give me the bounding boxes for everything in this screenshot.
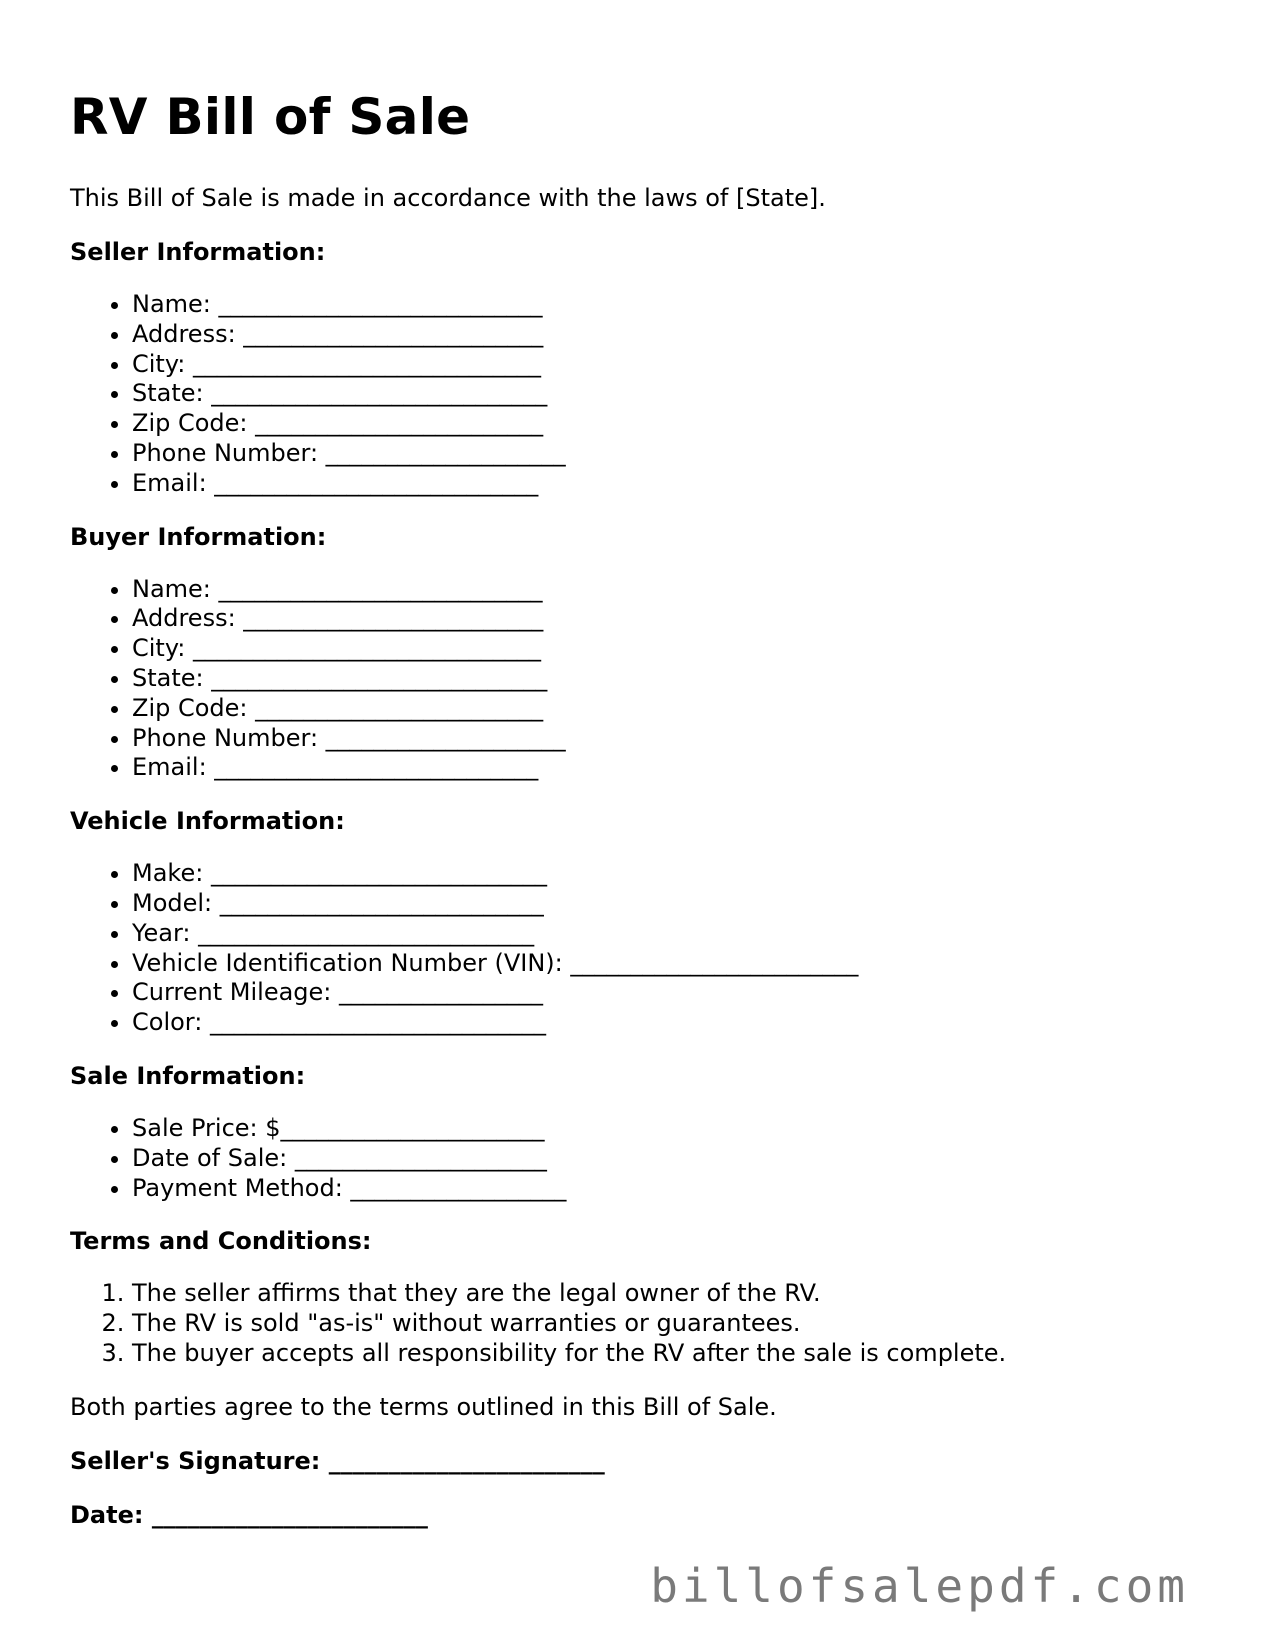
sale-field-list: [70, 1114, 1210, 1203]
agreement-text: Both parties agree to the terms outlined in this Bill of Sale.: [70, 1392, 777, 1421]
seller-address-field: • Address: _________________________: [132, 320, 1210, 350]
terms-section-heading: Terms and Conditions:: [70, 1227, 372, 1256]
term-item: 3. The buyer accepts all responsibility for the RV after the sale is complete.: [132, 1339, 1210, 1369]
buyer-name-field: • Name: ___________________________: [132, 575, 1210, 605]
buyer-city-field: • City: _____________________________: [132, 634, 1210, 664]
terms-list: [70, 1279, 1210, 1368]
vehicle-field-list: [70, 859, 1210, 1038]
buyer-email-field: • Email: ___________________________: [132, 753, 1210, 783]
term-item: 1. The seller affirms that they are the legal owner of the RV.: [132, 1279, 1210, 1309]
seller-section-heading: Seller Information:: [70, 238, 326, 266]
buyer-state-field: • State: ____________________________: [132, 664, 1210, 694]
seller-email-field: • Email: ___________________________: [132, 469, 1210, 499]
buyer-field-list: [70, 575, 1210, 784]
vehicle-year-field: • Year: ____________________________: [132, 919, 1210, 949]
vehicle-make-field: • Make: ____________________________: [132, 859, 1210, 889]
sale-section-heading: Sale Information:: [70, 1061, 306, 1090]
seller-zip-field: • Zip Code: ________________________: [132, 409, 1210, 439]
buyer-address-field: • Address: _________________________: [132, 604, 1210, 634]
vehicle-mileage-field: • Current Mileage: _________________: [132, 978, 1210, 1008]
seller-name-field: • Name: ___________________________: [132, 290, 1210, 320]
buyer-section-heading: Buyer Information:: [70, 522, 327, 551]
intro-text: This Bill of Sale is made in accordance with the laws of [State].: [70, 184, 826, 212]
vehicle-model-field: • Model: ___________________________: [132, 889, 1210, 919]
vehicle-section-heading: Vehicle Information:: [70, 807, 345, 836]
document-title: RV Bill of Sale: [70, 88, 471, 146]
date-line: Date: _______________________: [70, 1500, 428, 1529]
buyer-phone-field: • Phone Number: ____________________: [132, 724, 1210, 754]
term-item: 2. The RV is sold "as-is" without warranties or guarantees.: [132, 1309, 1210, 1339]
sale-price-field: • Sale Price: $______________________: [132, 1114, 1210, 1144]
seller-state-field: • State: ____________________________: [132, 379, 1210, 409]
watermark-text: billofsalepdf.com: [650, 1559, 1189, 1613]
sale-date-field: • Date of Sale: _____________________: [132, 1144, 1210, 1174]
buyer-zip-field: • Zip Code: ________________________: [132, 694, 1210, 724]
seller-phone-field: • Phone Number: ____________________: [132, 439, 1210, 469]
seller-city-field: • City: _____________________________: [132, 350, 1210, 380]
seller-signature-line: Seller's Signature: _______________________: [70, 1446, 605, 1475]
seller-field-list: [70, 290, 1210, 499]
payment-method-field: • Payment Method: __________________: [132, 1174, 1210, 1204]
vehicle-color-field: • Color: ____________________________: [132, 1008, 1210, 1038]
bill-of-sale-document: [70, 82, 1210, 1553]
vehicle-vin-field: • Vehicle Identification Number (VIN): ________________________: [132, 949, 1210, 979]
